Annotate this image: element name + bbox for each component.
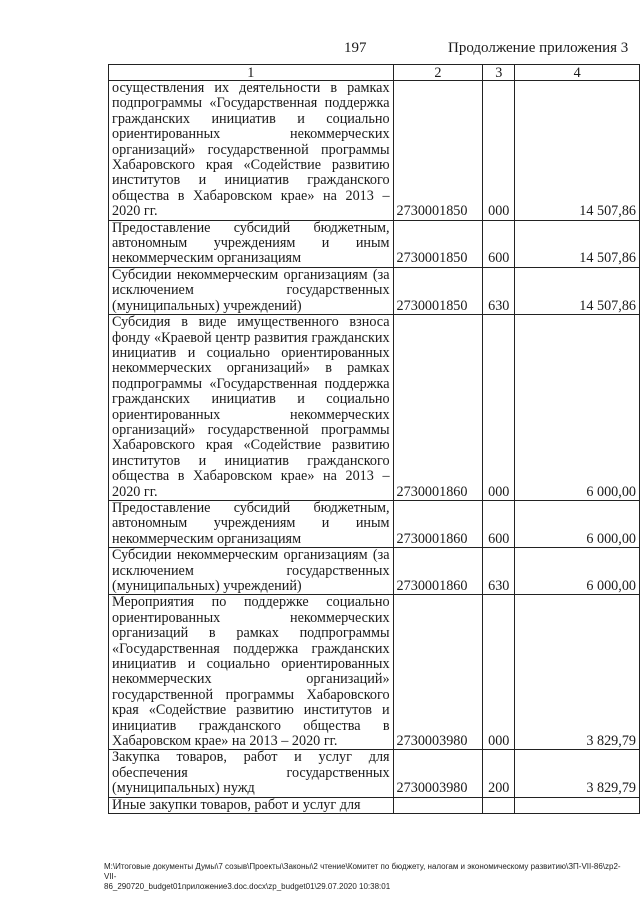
description-line: некоммерческим организациям bbox=[112, 530, 302, 547]
description-line: Субсидия в виде имущественного взноса bbox=[112, 314, 390, 331]
expense-type-code: 630 bbox=[483, 267, 515, 314]
amount-value: 3 829,79 bbox=[515, 750, 640, 797]
target-article-code: 2730001860 bbox=[393, 315, 483, 501]
description-line: некоммерческих организаций» bbox=[112, 671, 390, 688]
amount-value: 14 507,86 bbox=[515, 220, 640, 267]
expense-description bbox=[109, 315, 394, 501]
target-article-code: 2730003980 bbox=[393, 595, 483, 750]
description-line: организаций в рамках подпрограммы bbox=[112, 625, 390, 642]
column-header: 4 bbox=[515, 65, 640, 81]
description-line: осуществления их деятельности в рамках bbox=[112, 80, 390, 96]
description-line: фонду «Краевой центр развития гражданских bbox=[112, 329, 390, 346]
target-article-code bbox=[393, 797, 483, 813]
description-line: Иные закупки товаров, работ и услуг для bbox=[112, 796, 361, 813]
target-article-code: 2730001850 bbox=[393, 81, 483, 221]
description-line: Хабаровского края «Содействие развитию bbox=[112, 157, 390, 174]
column-header: 1 bbox=[109, 65, 394, 81]
description-line: исключением государственных bbox=[112, 562, 390, 579]
description-line: Субсидии некоммерческим организациям (за bbox=[112, 266, 390, 283]
column-header: 3 bbox=[483, 65, 515, 81]
description-line: институтов и инициатив гражданского bbox=[112, 452, 390, 469]
amount-value: 6 000,00 bbox=[515, 500, 640, 547]
description-line: автономным учреждениям и иным bbox=[112, 515, 390, 532]
expense-type-code: 600 bbox=[483, 220, 515, 267]
description-line: автономным учреждениям и иным bbox=[112, 235, 390, 252]
description-line: Предоставление субсидий бюджетным, bbox=[112, 499, 390, 516]
description-line: ориентированных некоммерческих bbox=[112, 609, 390, 626]
table-row bbox=[109, 315, 640, 501]
file-path-footer bbox=[104, 862, 624, 892]
description-line: 2020 гг. bbox=[112, 483, 158, 500]
description-line: Хабаровского края «Содействие развитию bbox=[112, 437, 390, 454]
expense-description bbox=[109, 548, 394, 595]
column-header: 2 bbox=[393, 65, 483, 81]
description-line: гражданских инициатив и социально bbox=[112, 110, 390, 127]
expense-type-code: 000 bbox=[483, 81, 515, 221]
description-line: институтов и инициатив гражданского bbox=[112, 172, 390, 189]
description-line: инициатив гражданского общества в bbox=[112, 717, 390, 734]
footer-line: 86_290720_budget01приложение3.doc.docx\zp_budget01\29.07.2020 10:38:01 bbox=[104, 882, 391, 891]
expense-description bbox=[109, 595, 394, 750]
table-row bbox=[109, 797, 640, 813]
expense-type-code: 000 bbox=[483, 595, 515, 750]
expense-type-code: 600 bbox=[483, 500, 515, 547]
budget-table bbox=[108, 64, 640, 814]
table-row bbox=[109, 81, 640, 221]
description-line: подпрограммы «Государственная поддержка bbox=[112, 375, 390, 392]
target-article-code: 2730001850 bbox=[393, 220, 483, 267]
expense-description bbox=[109, 220, 394, 267]
table-header-row bbox=[109, 65, 640, 81]
target-article-code: 2730001850 bbox=[393, 267, 483, 314]
table-row bbox=[109, 595, 640, 750]
description-line: инициатив и социально ориентированных bbox=[112, 656, 390, 673]
description-line: (муниципальных) учреждений) bbox=[112, 297, 302, 314]
description-line: обеспечения государственных bbox=[112, 764, 390, 781]
expense-type-code: 000 bbox=[483, 315, 515, 501]
amount-value: 6 000,00 bbox=[515, 315, 640, 501]
expense-description bbox=[109, 81, 394, 221]
amount-value: 14 507,86 bbox=[515, 81, 640, 221]
description-line: общества в Хабаровском крае» на 2013 – bbox=[112, 187, 390, 204]
description-line: подпрограммы «Государственная поддержка bbox=[112, 95, 390, 112]
expense-description bbox=[109, 750, 394, 797]
description-line: общества в Хабаровском крае» на 2013 – bbox=[112, 468, 390, 485]
description-line: организаций» государственной программы bbox=[112, 421, 390, 438]
target-article-code: 2730003980 bbox=[393, 750, 483, 797]
description-line: Хабаровском крае» на 2013 – 2020 гг. bbox=[112, 733, 338, 750]
target-article-code: 2730001860 bbox=[393, 500, 483, 547]
table-row bbox=[109, 548, 640, 595]
description-line: Мероприятия по поддержке социально bbox=[112, 594, 390, 611]
expense-type-code: 200 bbox=[483, 750, 515, 797]
amount-value: 3 829,79 bbox=[515, 595, 640, 750]
expense-description bbox=[109, 797, 394, 813]
footer-line: M:\Итоговые документы Думы\7 созыв\Проекты\Законы\2 чтение\Комитет по бюджету, налогам и экономическому развитию\ЗП-VII-86\zp2-VII- bbox=[104, 862, 621, 881]
appendix-continuation-label: Продолжение приложения 3 bbox=[448, 40, 629, 56]
description-line: Предоставление субсидий бюджетным, bbox=[112, 219, 390, 236]
table-row bbox=[109, 500, 640, 547]
description-line: инициатив и социально ориентированных bbox=[112, 344, 390, 361]
expense-type-code: 630 bbox=[483, 548, 515, 595]
description-line: ориентированных некоммерческих bbox=[112, 126, 390, 143]
amount-value bbox=[515, 797, 640, 813]
description-line: гражданских инициатив и социально bbox=[112, 391, 390, 408]
page-header bbox=[0, 40, 640, 60]
description-line: некоммерческих организаций» в рамках bbox=[112, 360, 390, 377]
description-line: 2020 гг. bbox=[112, 203, 158, 220]
target-article-code: 2730001860 bbox=[393, 548, 483, 595]
expense-description bbox=[109, 267, 394, 314]
description-line: (муниципальных) нужд bbox=[112, 780, 255, 797]
description-line: края «Содействие развитию институтов и bbox=[112, 702, 390, 719]
description-line: некоммерческим организациям bbox=[112, 250, 302, 267]
description-line: государственной программы Хабаровского bbox=[112, 686, 390, 703]
table-row bbox=[109, 267, 640, 314]
expense-description bbox=[109, 500, 394, 547]
table-row bbox=[109, 750, 640, 797]
description-line: «Государственная поддержка гражданских bbox=[112, 640, 390, 657]
page-number: 197 bbox=[344, 40, 367, 56]
description-line: Субсидии некоммерческим организациям (за bbox=[112, 547, 390, 564]
description-line: исключением государственных bbox=[112, 282, 390, 299]
amount-value: 14 507,86 bbox=[515, 267, 640, 314]
description-line: организаций» государственной программы bbox=[112, 141, 390, 158]
expense-type-code bbox=[483, 797, 515, 813]
description-line: ориентированных некоммерческих bbox=[112, 406, 390, 423]
table-row bbox=[109, 220, 640, 267]
table-body bbox=[109, 81, 640, 814]
description-line: (муниципальных) учреждений) bbox=[112, 578, 302, 594]
description-line: Закупка товаров, работ и услуг для bbox=[112, 749, 390, 766]
amount-value: 6 000,00 bbox=[515, 548, 640, 595]
